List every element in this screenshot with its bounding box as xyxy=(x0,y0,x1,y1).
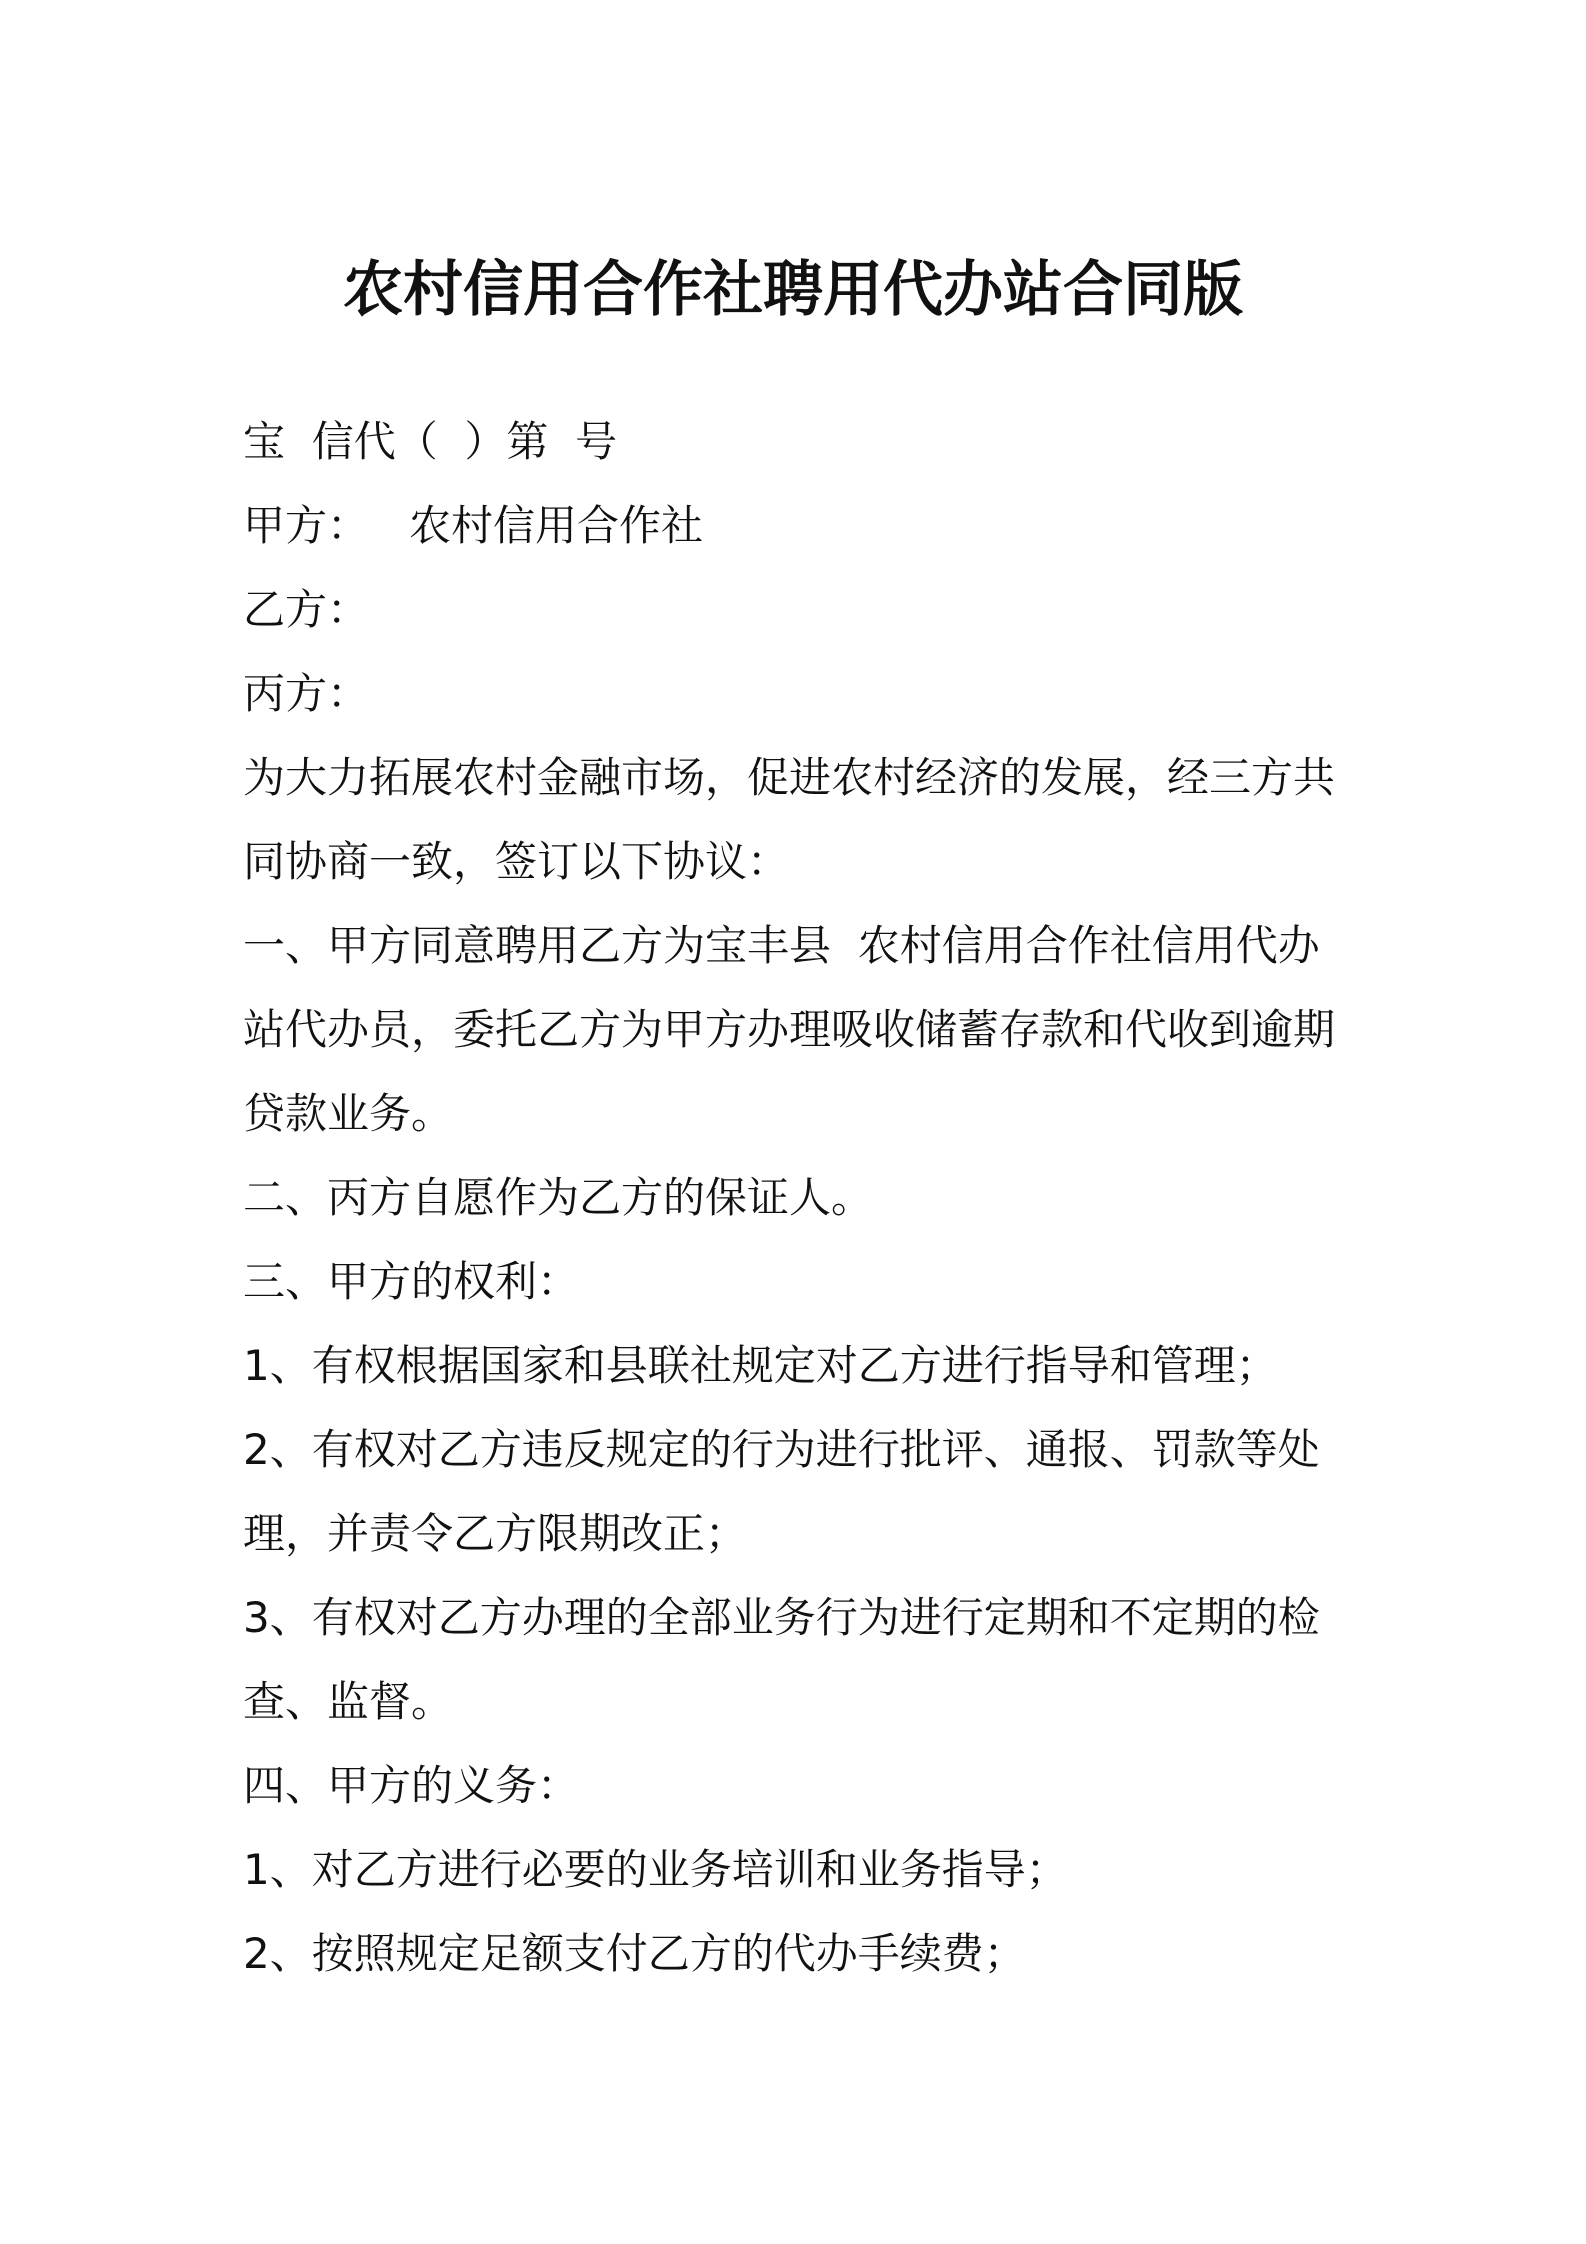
clause-4-heading: 四、甲方的义务： xyxy=(243,1761,580,1810)
clause-1-line-2: 站代办员，委托乙方为甲方办理吸收储蓄存款和代收到逾期 xyxy=(243,1005,1336,1054)
intro-line-2: 同协商一致，签订以下协议： xyxy=(243,837,790,886)
document-title: 农村信用合作社聘用代办站合同版 xyxy=(343,255,1243,325)
party-c-line: 丙方： xyxy=(243,669,370,718)
clause-2-line: 二、丙方自愿作为乙方的保证人。 xyxy=(243,1173,874,1222)
intro-line-1: 为大力拓展农村金融市场，促进农村经济的发展，经三方共 xyxy=(243,753,1336,802)
clause-4-item-1: 1、对乙方进行必要的业务培训和业务指导； xyxy=(243,1845,1068,1894)
clause-3-item-1: 1、有权根据国家和县联社规定对乙方进行指导和管理； xyxy=(243,1341,1278,1390)
clause-1-line-3: 贷款业务。 xyxy=(243,1089,454,1138)
clause-3-heading: 三、甲方的权利： xyxy=(243,1257,580,1306)
party-b-line: 乙方： xyxy=(243,585,370,634)
clause-1-line-1: 一、甲方同意聘用乙方为宝丰县 农村信用合作社信用代办 xyxy=(243,921,1320,970)
document-number-line: 宝 信代（ ）第 号 xyxy=(243,417,618,466)
party-a-line: 甲方： 农村信用合作社 xyxy=(243,501,704,550)
clause-3-item-3-line-2: 查、监督。 xyxy=(243,1677,454,1726)
clause-3-item-2-line-1: 2、有权对乙方违反规定的行为进行批评、通报、罚款等处 xyxy=(243,1425,1320,1474)
clause-3-item-2-line-2: 理，并责令乙方限期改正； xyxy=(243,1509,748,1558)
document-body xyxy=(243,400,1353,1996)
clause-4-item-2: 2、按照规定足额支付乙方的代办手续费； xyxy=(243,1929,1026,1978)
clause-3-item-3-line-1: 3、有权对乙方办理的全部业务行为进行定期和不定期的检 xyxy=(243,1593,1320,1642)
